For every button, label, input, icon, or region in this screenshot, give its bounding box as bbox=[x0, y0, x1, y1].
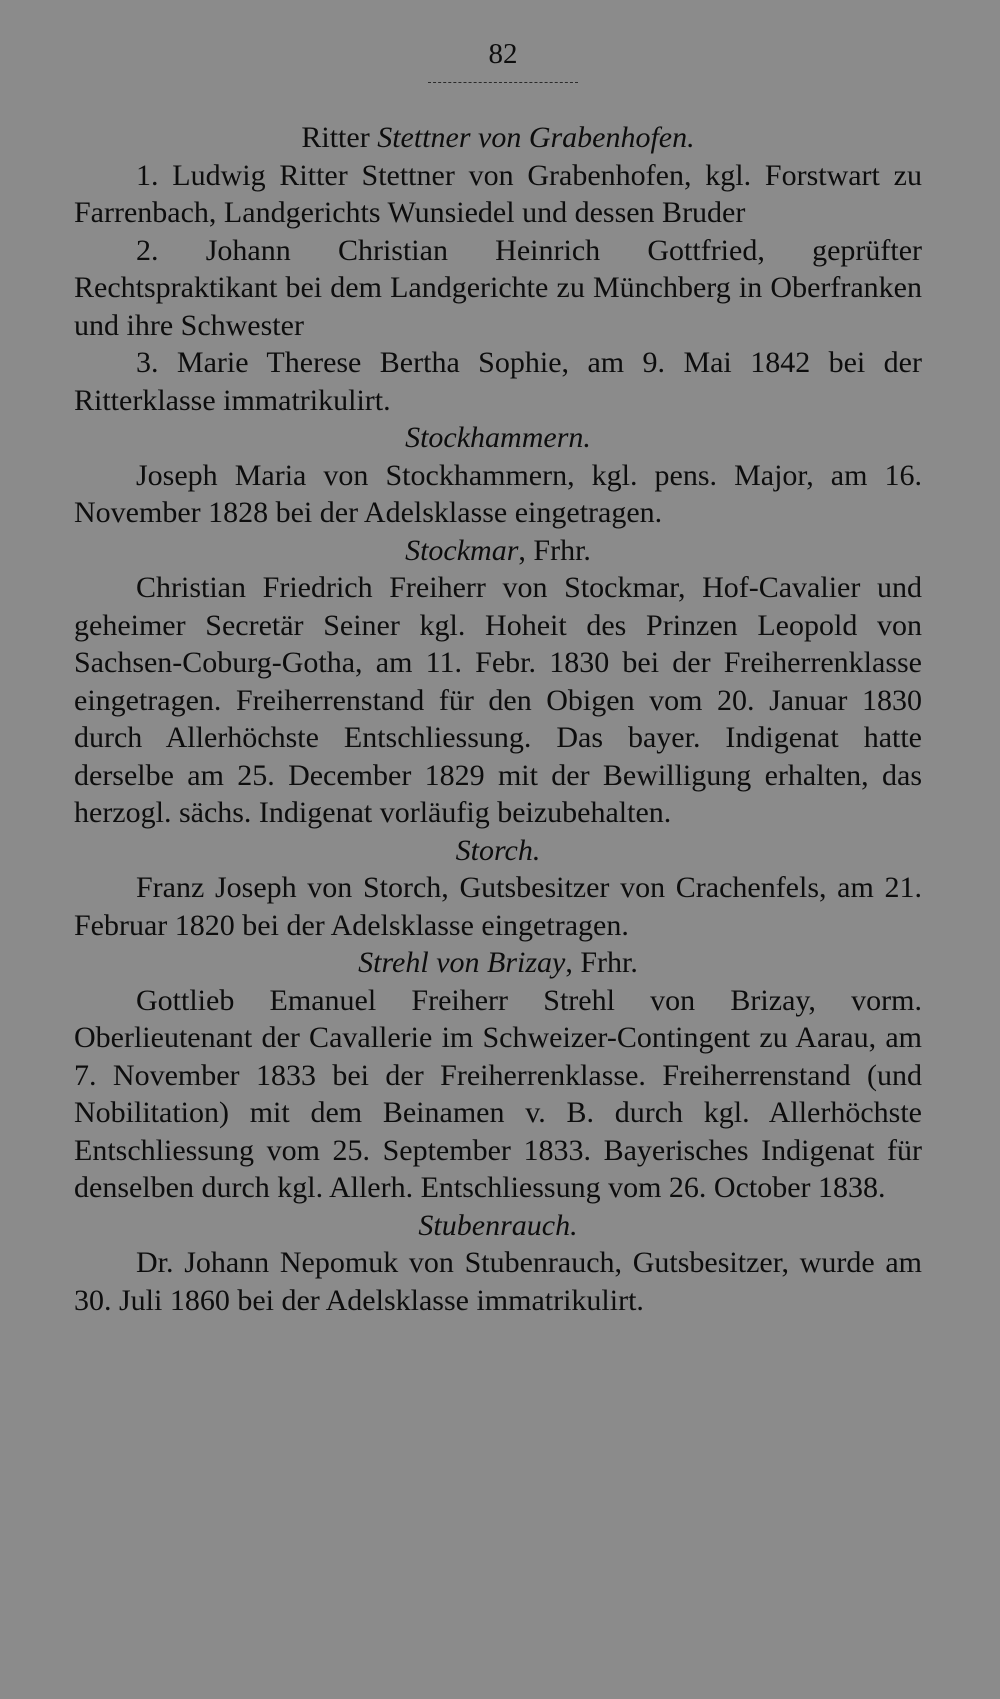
entry-heading bbox=[74, 119, 922, 157]
entry-paragraph: Christian Friedrich Freiherr von Stockmar, Hof-Cavalier und geheimer Secretär Seiner kgl. Hoheit des Prinzen Leopold von Sachsen-Coburg-Gotha, am 11. Febr. 1830 bei der Freiherrenklasse eingetragen. Freiherrenstand für den Obigen vom 20. Januar 1830 durch Allerhöchste Entschliessung. Das bayer. Indigenat hatte derselbe am 25. December 1829 mit der Bewilligung erhalten, das herzogl. sächs. Indigenat vorläufig beizubehalten. bbox=[74, 571, 922, 829]
entry-stettner bbox=[74, 119, 922, 419]
entry-stockmar bbox=[74, 532, 922, 832]
entry-paragraph: 2. Johann Christian Heinrich Gottfried, geprüfter Rechtspraktikant bei dem Landgerichte zu Münchberg in Oberfranken und ihre Schwester bbox=[74, 233, 922, 342]
heading-name: Stockhammern. bbox=[405, 421, 591, 454]
entry-heading bbox=[74, 419, 922, 457]
entry-paragraph: Joseph Maria von Stockhammern, kgl. pens. Major, am 16. November 1828 bei der Adelsklasse eingetragen. bbox=[74, 458, 922, 529]
entry-heading bbox=[74, 832, 922, 870]
heading-prefix-ritter: Ritter bbox=[301, 121, 378, 154]
page-number: 82 bbox=[488, 38, 518, 70]
entry-storch bbox=[74, 832, 922, 945]
heading-name: Stettner von Grabenhofen. bbox=[377, 121, 695, 154]
heading-suffix: , Frhr. bbox=[518, 533, 591, 567]
heading-name: Strehl von Brizay bbox=[358, 946, 566, 979]
entry-strehl bbox=[74, 944, 922, 1207]
heading-name: Storch. bbox=[455, 833, 541, 867]
entry-stockhammern bbox=[74, 419, 922, 532]
entry-stubenrauch bbox=[74, 1207, 922, 1320]
entry-heading bbox=[74, 944, 922, 982]
entry-heading bbox=[74, 1207, 922, 1245]
header-rule bbox=[428, 82, 578, 83]
entry-paragraph: Franz Joseph von Storch, Gutsbesitzer von Crachenfels, am 21. Februar 1820 bei der Adelsklasse eingetragen. bbox=[74, 871, 922, 942]
heading-name: Stubenrauch. bbox=[418, 1208, 578, 1242]
entry-paragraph: 1. Ludwig Ritter Stettner von Grabenhofen, kgl. Forstwart zu Farrenbach, Landgerichts Wunsiedel und dessen Bruder bbox=[74, 158, 922, 229]
entry-paragraph: Dr. Johann Nepomuk von Stubenrauch, Gutsbesitzer, wurde am 30. Juli 1860 bei der Adelsklasse immatrikulirt. bbox=[74, 1246, 922, 1317]
entry-heading bbox=[74, 532, 922, 570]
entry-paragraph: 3. Marie Therese Bertha Sophie, am 9. Mai 1842 bei der Ritterklasse immatrikulirt. bbox=[74, 346, 922, 417]
heading-suffix: , Frhr. bbox=[565, 946, 638, 979]
heading-name: Stockmar bbox=[405, 533, 519, 567]
entry-paragraph: Gottlieb Emanuel Freiherr Strehl von Brizay, vorm. Oberlieutenant der Cavallerie im Schweizer-Contingent zu Aarau, am 7. November 1833 bei der Freiherrenklasse. Freiherrenstand (und Nobilitation) mit dem Beinamen v. B. durch kgl. Allerhöchste Entschliessung vom 25. September 1833. Bayerisches Indigenat für denselben durch kgl. Allerh. Entschliessung vom 26. October 1838. bbox=[74, 983, 922, 1204]
page-content bbox=[74, 119, 922, 1319]
